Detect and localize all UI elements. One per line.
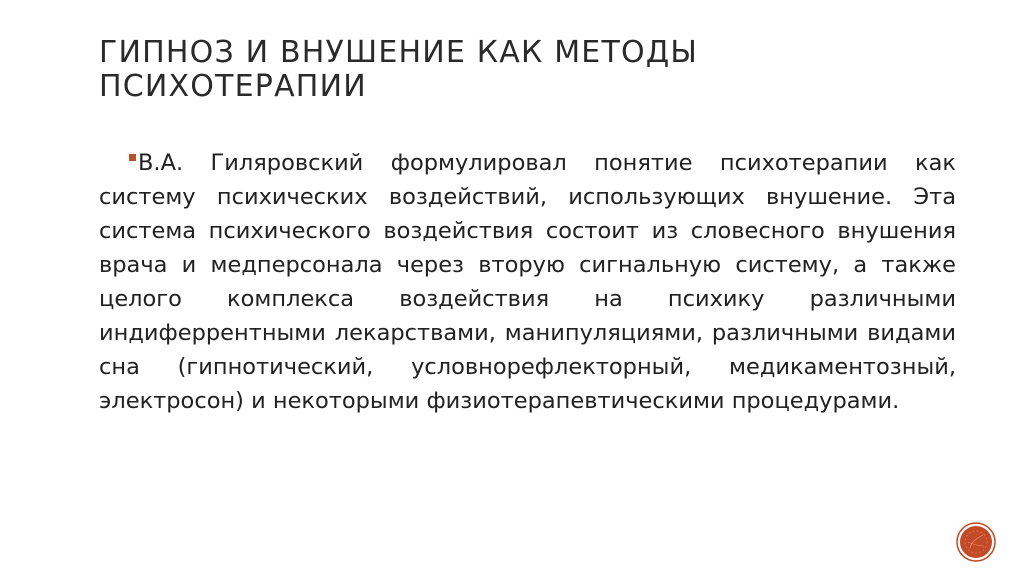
ornament-circle-icon: [956, 522, 996, 562]
square-bullet-icon: [129, 154, 136, 161]
slide-title: ГИПНОЗ И ВНУШЕНИЕ КАК МЕТОДЫ ПСИХОТЕРАПИИ: [99, 35, 699, 104]
bullet-text: В.А. Гиляровский формулировал понятие психотерапии как систему психических воздействий, использующих внушение. Эта система психического воздействия состоит из словесного внушения врача и медперсонала через вторую сигнальную систему, а также целого комплекса воздействия на психику различными индиферрентными лекарствами, манипуляциями, различными видами сна (гипнотический, условнорефлекторный, медикаментозный, электросон) и некоторыми физиотерапевтическими процедурами.: [99, 150, 956, 414]
bullet-item: [99, 146, 956, 418]
